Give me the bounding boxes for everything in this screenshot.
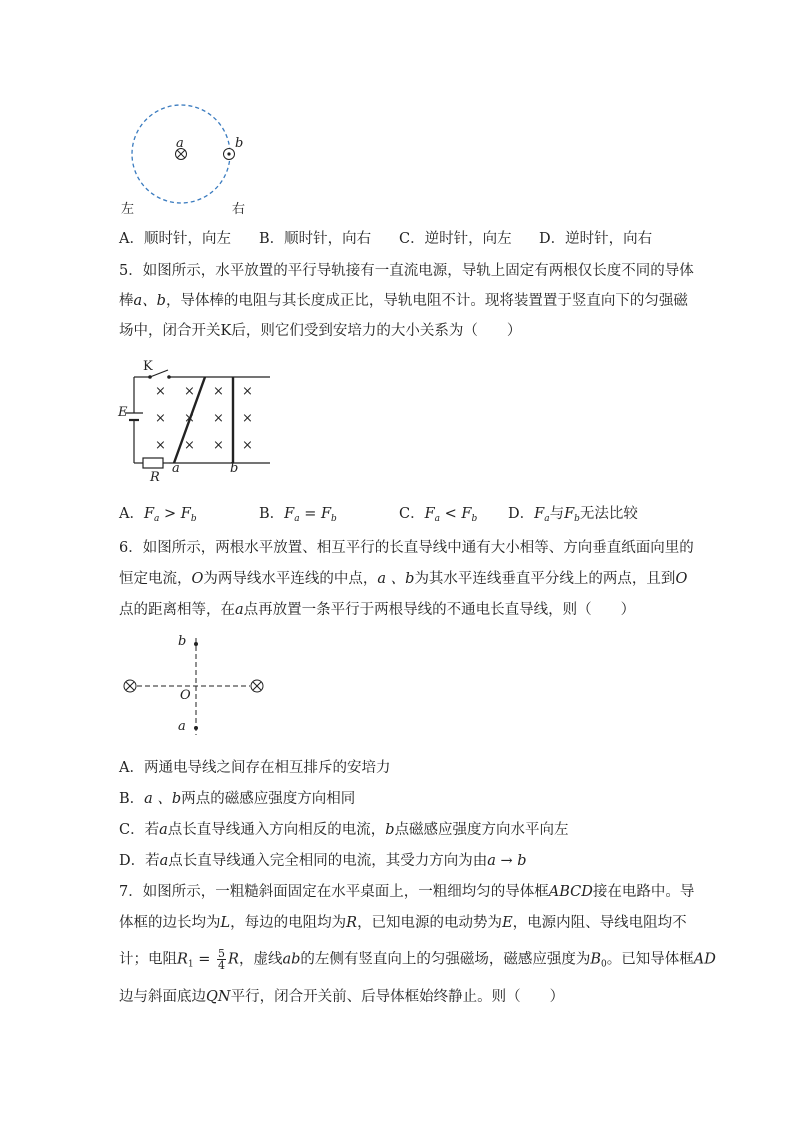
fig4-label-b: b: [235, 136, 244, 151]
figure-q5-rails: [112, 355, 282, 485]
q7-stem-line-1: 7．如图所示，一粗糙斜面固定在水平桌面上，一粗细均匀的导体框ABCD接在电路中。导: [119, 884, 695, 900]
fig5-label-r: R: [150, 470, 160, 485]
q7-stem-line-2: 体框的边长均为L，每边的电阻均为R，已知电源的电动势为E，电源内阻、导线电阻均不: [119, 915, 687, 931]
q6-option-a: A．两通电导线之间存在相互排斥的安培力: [119, 760, 391, 776]
q5-stem-line-1: 5．如图所示，水平放置的平行导轨接有一直流电源，导轨上固定有两根仅长度不同的导体: [119, 263, 694, 279]
field-x: ×: [155, 384, 166, 399]
q5-option-c: C．$F_a < F_b$: [399, 506, 478, 524]
q4-option-b: B．顺时针，向右: [259, 231, 372, 247]
q6-stem-line-1: 6．如图所示，两根水平放置、相互平行的长直导线中通有大小相等、方向垂直纸面向里的: [119, 540, 694, 556]
fraction-five-fourths: $\frac{5}{4}$: [218, 947, 226, 972]
field-x: ×: [155, 438, 166, 453]
q5-option-b: B．$F_a = F_b$: [259, 506, 337, 524]
field-x: ×: [242, 411, 253, 426]
q6-option-d: D．若a点长直导线通入完全相同的电流，其受力方向为由a → b: [119, 853, 527, 869]
field-x: ×: [184, 438, 195, 453]
q6-stem-line-2: 恒定电流，O为两导线水平连线的中点，a 、b为其水平连线垂直平分线上的两点，且到O: [119, 571, 688, 587]
fig5-label-k: K: [143, 359, 153, 374]
fig6-label-o: O: [180, 688, 191, 703]
field-x: ×: [213, 384, 224, 399]
fig6-label-a: a: [178, 719, 186, 734]
q6-option-b: B．a 、b两点的磁感应强度方向相同: [119, 791, 356, 807]
q7-stem-line-4: 边与斜面底边QN平行，闭合开关前、后导体框始终静止。则（ ）: [119, 989, 565, 1005]
figure-q6-wires: [115, 630, 275, 740]
field-x: ×: [184, 384, 195, 399]
q4-option-d: D．逆时针，向右: [539, 231, 653, 247]
field-x: ×: [242, 384, 253, 399]
q7-stem-line-3: 计；电阻$R_1$ = $\frac{5}{4}$ R，虚线ab的左侧有竖直向上的匀强磁场，磁感应强度为$B_0$。已知导体框AD: [119, 947, 716, 972]
q5-option-d: D．$F_a$与$F_b$无法比较: [508, 506, 638, 524]
field-x: ×: [184, 411, 195, 426]
fig5-label-e: E: [118, 405, 128, 420]
q5-stem-line-2: 棒a、b，导体棒的电阻与其长度成正比，导轨电阻不计。现将装置置于竖直向下的匀强磁: [119, 293, 688, 309]
field-x: ×: [242, 438, 253, 453]
fig5-label-a: a: [172, 461, 180, 476]
q4-option-c: C．逆时针，向左: [399, 231, 512, 247]
fig5-label-b: b: [230, 461, 239, 476]
field-x: ×: [213, 411, 224, 426]
fig4-label-a: a: [176, 136, 184, 151]
fig4-label-right: 右: [232, 202, 246, 217]
field-x: ×: [155, 411, 166, 426]
q5-option-a: A．$F_a > F_b$: [119, 506, 197, 524]
q5-stem-line-3: 场中，闭合开关K后，则它们受到安培力的大小关系为（ ）: [119, 323, 522, 339]
q4-option-a: A．顺时针，向左: [119, 231, 231, 247]
field-x: ×: [213, 438, 224, 453]
fig6-label-b: b: [178, 634, 187, 649]
fig4-label-left: 左: [121, 202, 135, 217]
q6-option-c: C．若a点长直导线通入方向相反的电流，b点磁感应强度方向水平向左: [119, 822, 569, 838]
q6-stem-line-3: 点的距离相等，在a点再放置一条平行于两根导线的不通电长直导线，则（ ）: [119, 602, 636, 618]
